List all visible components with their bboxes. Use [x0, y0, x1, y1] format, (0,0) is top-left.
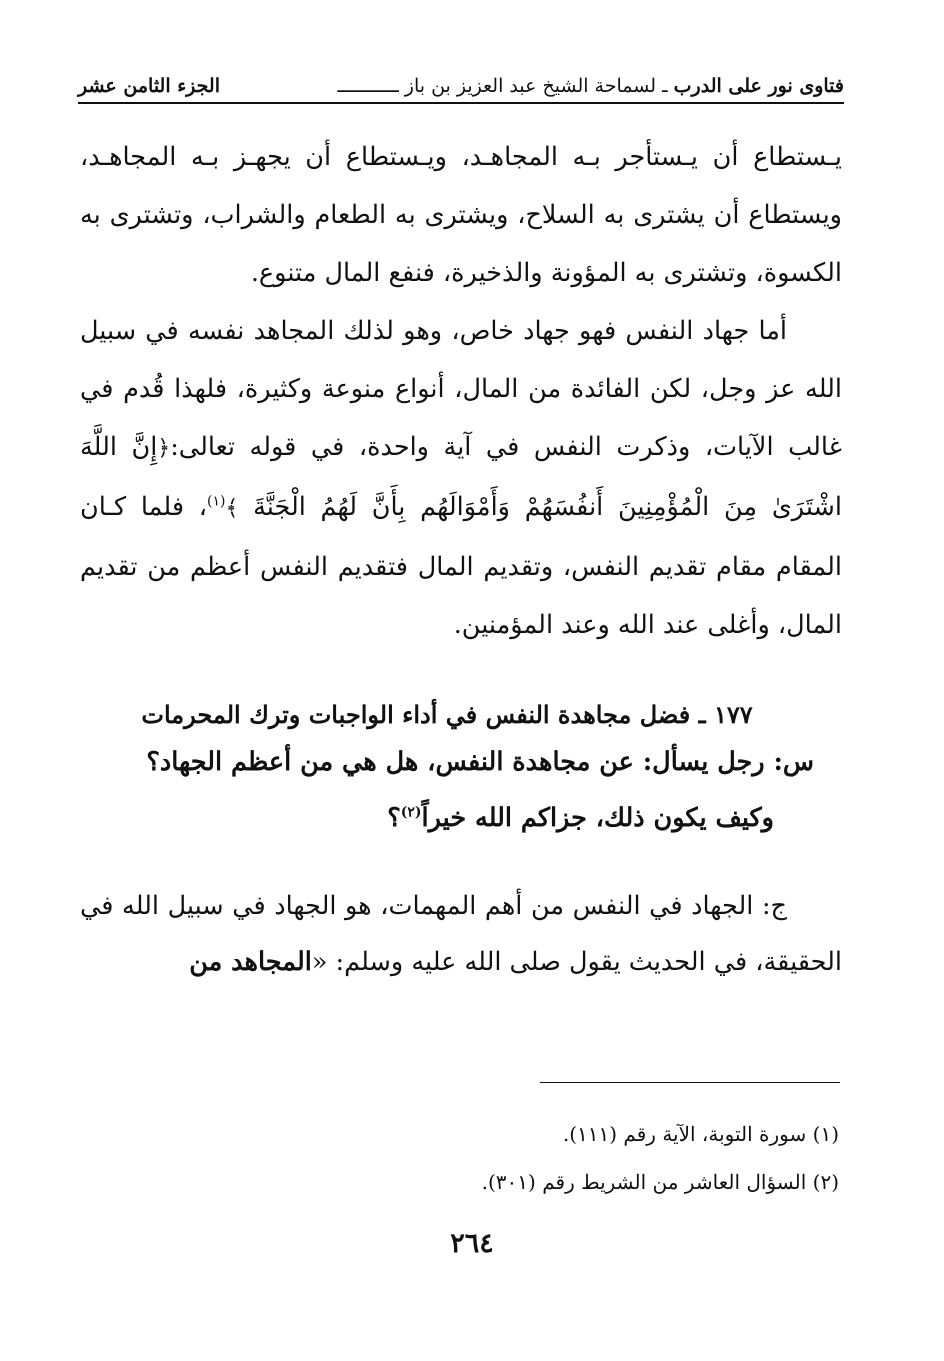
paragraph-2-end: ، فلما كـان المقام مقام تقديم النفس، وتقديم المال فتقديم النفس أعظم من تقديم المال، وأغلى عند الله وعند المؤمنين. [80, 492, 842, 640]
answer-text [80, 878, 842, 990]
paragraph-2 [80, 302, 842, 654]
paragraph-2-start: أما جهاد النفس فهو جهاد خاص، وهو لذلك المجاهد نفسه في سبيل الله عز وجل، لكن الفائدة من المال، أنواع منوعة وكثيرة، فلهذا قُدم في غالب الآيات، وذكرت النفس في آية واحدة، في قوله تعالى: [80, 316, 843, 462]
hadith-start: المجاهد من [189, 947, 312, 977]
question-block [96, 734, 814, 846]
page-number: ٢٦٤ [450, 1228, 494, 1259]
question-mark: ؟ [387, 803, 401, 833]
question-line-2 [96, 790, 814, 846]
verse-ornament-close: ﴾ [225, 496, 239, 521]
volume-label: الجزء الثامن عشر [78, 75, 220, 97]
footnote-2: (٢) السؤال العاشر من الشريط رقم (٣٠١). [481, 1170, 839, 1194]
footnotes [100, 1110, 839, 1206]
footnote-1: (١) سورة التوبة، الآية رقم (١١١). [562, 1122, 839, 1146]
author-name: ـ لسماحة الشيخ عبد العزيز بن باز ـــــــــــ [337, 75, 668, 97]
answer-block [80, 878, 842, 990]
verse-ornament-open: ﴿ [157, 436, 171, 461]
header-book-title [338, 75, 844, 97]
footnote-ref-2[interactable]: (٢) [400, 804, 422, 821]
question-line-1: س: رجل يسأل: عن مجاهدة النفس، هل هي من أعظم الجهاد؟ [146, 747, 814, 777]
footnote-divider [540, 1082, 840, 1083]
quran-verse: إِنَّ اللَّهَ اشْتَرَىٰ مِنَ الْمُؤْمِنِينَ أَنفُسَهُمْ وَأَمْوَالَهُم بِأَنَّ لَهُمُ الْجَنَّةَ [80, 432, 843, 522]
main-text [80, 128, 842, 654]
footnote-ref-1[interactable]: (١) [207, 493, 226, 510]
section-heading: ١٧٧ ـ فضل مجاهدة النفس في أداء الواجبات وترك المحرمات [141, 700, 753, 729]
book-title: فتاوى نور على الدرب [673, 75, 844, 97]
answer-body: ج: الجهاد في النفس من أهم المهمات، هو الجهاد في سبيل الله في الحقيقة، في الحديث يقول صلى الله عليه وسلم: « [80, 891, 842, 977]
paragraph-1: يـستطاع أن يـستأجر بـه المجاهـد، ويـستطاع أن يجهـز بـه المجاهـد، ويستطاع أن يشترى به السلاح، ويشترى به الطعام والشراب، وتشترى به الكسوة، وتشترى به المؤونة والذخيرة، فنفع المال متنوع. [80, 142, 842, 288]
running-header [78, 70, 844, 104]
question-line-2-text: وكيف يكون ذلك، جزاكم الله خيراً [421, 803, 774, 833]
